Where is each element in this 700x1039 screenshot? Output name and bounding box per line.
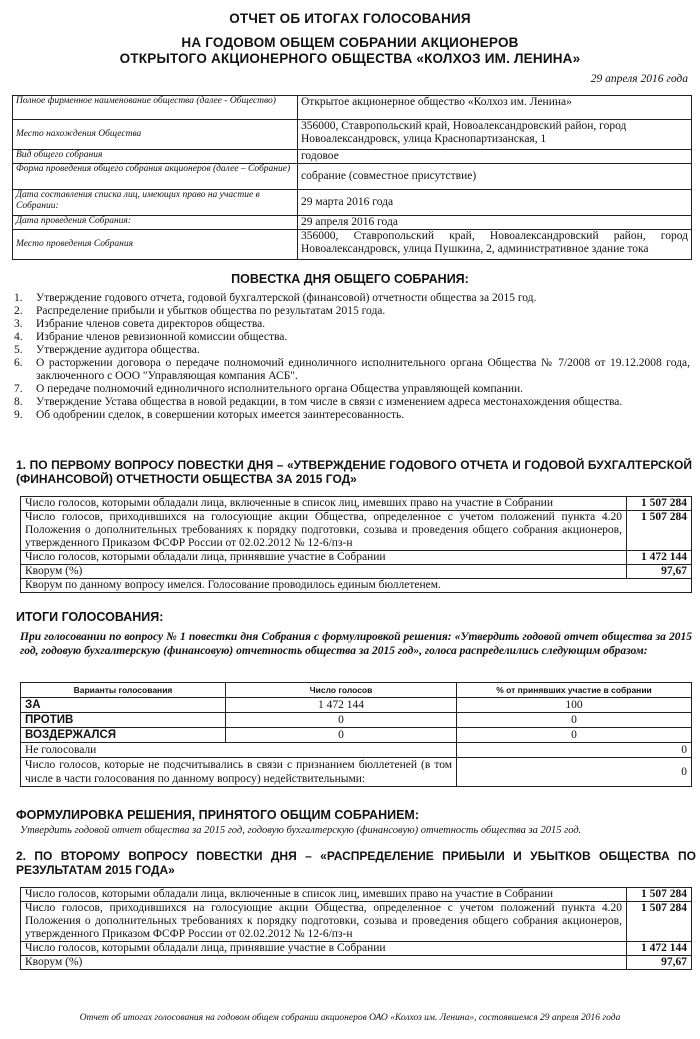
info-key: Место проведения Собрания <box>13 230 298 260</box>
invalid-label: Число голосов, которые не подсчитывались в связи с признанием бюллетеней (в том числе в части голосования по данному вопросу) недействительными: <box>21 758 457 787</box>
agenda-item-number: 2. <box>14 305 23 317</box>
stats-row <box>21 902 692 942</box>
decision-text: Утвердить годовой отчет общества за 2015 год, годовую бухгалтерскую (финансовую) отчетность общества за 2015 год. <box>20 825 582 836</box>
quorum-note: Кворум по данному вопросу имелся. Голосование проводилось единым бюллетенем. <box>21 579 692 593</box>
agenda-item-text: О расторжении договора о передаче полномочий единоличного исполнительного органа Общества № 7/2008 от 19.12.2008 года, заключенного с ООО "Управляющая компания АСБ". <box>36 357 690 382</box>
info-row <box>13 230 692 260</box>
votes-row <box>21 698 692 713</box>
agenda-item-text: Избрание членов совета директоров общества. <box>36 318 266 330</box>
agenda-item-text: Утверждение годового отчета, годовой бухгалтерской (финансовой) отчетности общества за 2015 год. <box>36 292 537 304</box>
agenda-item <box>14 396 690 409</box>
stats-label: Кворум (%) <box>21 956 627 970</box>
info-key: Дата проведения Собрания: <box>13 216 298 230</box>
vote-option: ПРОТИВ <box>21 713 226 728</box>
agenda-item <box>14 383 690 396</box>
col-percent-header: % от принявших участие в собрании <box>457 683 692 698</box>
info-row <box>13 164 692 190</box>
stats-value: 1 507 284 <box>627 888 692 902</box>
agenda-list <box>14 292 690 422</box>
info-value: 356000, Ставропольский край, Новоалександровский район, город Новоалександровск, улица Краснопартизанская, 1 <box>298 120 692 150</box>
info-row <box>13 190 692 216</box>
agenda-item-text: О передаче полномочий единоличного исполнительного органа Общества управляющей компании. <box>36 383 524 395</box>
stats-row <box>21 942 692 956</box>
voting-results-table <box>20 682 692 787</box>
vote-option: ВОЗДЕРЖАЛСЯ <box>21 728 226 743</box>
stats-label: Число голосов, которыми обладали лица, принявшие участие в Собрании <box>21 942 627 956</box>
agenda-item <box>14 409 690 422</box>
info-key: Полное фирменное наименование общества (далее - Общество) <box>13 96 298 120</box>
report-title: ОТЧЕТ ОБ ИТОГАХ ГОЛОСОВАНИЯ <box>229 11 471 26</box>
agenda-item-text: Утверждение Устава общества в новой редакции, в том числе в связи с изменением адреса местонахождения общества. <box>36 396 623 408</box>
not-voted-value: 0 <box>457 743 692 758</box>
agenda-item-number: 9. <box>14 409 23 421</box>
results-heading: ИТОГИ ГОЛОСОВАНИЯ: <box>16 610 164 624</box>
stats-value: 1 507 284 <box>627 511 692 551</box>
stats-label: Число голосов, которыми обладали лица, включенные в список лиц, имевших право на участие в Собрании <box>21 888 627 902</box>
votes-row <box>21 728 692 743</box>
meeting-info-table <box>12 95 692 260</box>
info-row <box>13 96 692 120</box>
agenda-item <box>14 331 690 344</box>
results-intro-text: При голосовании по вопросу № 1 повестки дня Собрания с формулировкой решения: «Утвердить годовой отчет общества за 2015 год, годовую бухгалтерскую (финансовую) отчетность общества за 2015 год», голоса распределились следующим образом: <box>20 631 692 657</box>
report-date: 29 апреля 2016 года <box>590 73 688 85</box>
stats-row <box>21 551 692 565</box>
stats-label: Число голосов, приходившихся на голосующие акции Общества, определенное с учетом положений пункта 4.20 Положения о дополнительных требованиях к порядку подготовки, созыва и проведения общего собрания акционеров, утвержденного Приказом ФСФР России от 02.02.2012 № 12-6/пз-н <box>21 511 627 551</box>
votes-row <box>21 713 692 728</box>
vote-option: ЗА <box>21 698 226 713</box>
info-value: 356000, Ставропольский край, Новоалександровский район, город Новоалександровск, улица Пушкина, 2, административное здание тока <box>298 230 692 260</box>
stats-value: 1 472 144 <box>627 942 692 956</box>
info-value: 29 апреля 2016 года <box>298 216 692 230</box>
agenda-item-number: 1. <box>14 292 23 304</box>
agenda-item <box>14 357 690 383</box>
stats-label: Число голосов, которыми обладали лица, принявшие участие в Собрании <box>21 551 627 565</box>
agenda-item <box>14 305 690 318</box>
stats-row <box>21 497 692 511</box>
invalid-value: 0 <box>457 758 692 787</box>
agenda-item-number: 3. <box>14 318 23 330</box>
info-row <box>13 150 692 164</box>
agenda-item-number: 7. <box>14 383 23 395</box>
info-value: 29 марта 2016 года <box>298 190 692 216</box>
stats-value: 1 507 284 <box>627 902 692 942</box>
col-votes-header: Число голосов <box>226 683 457 698</box>
agenda-item-text: Об одобрении сделок, в совершении которых имеется заинтересованность. <box>36 409 405 421</box>
agenda-item <box>14 344 690 357</box>
vote-percent: 0 <box>457 728 692 743</box>
agenda-item-number: 6. <box>14 357 23 369</box>
stats-label: Кворум (%) <box>21 565 627 579</box>
decision-heading: ФОРМУЛИРОВКА РЕШЕНИЯ, ПРИНЯТОГО ОБЩИМ СОБРАНИЕМ: <box>16 808 420 822</box>
stats-row <box>21 565 692 579</box>
invalid-row <box>21 758 692 787</box>
col-option-header: Варианты голосования <box>21 683 226 698</box>
agenda-item <box>14 292 690 305</box>
info-key: Дата составления списка лиц, имеющих право на участие в Собрании: <box>13 190 298 216</box>
stats-row <box>21 956 692 970</box>
page-footer: Отчет об итогах голосования на годовом общем собрании акционеров ОАО «Колхоз им. Ленина», состоявшемся 29 апреля 2016 года <box>79 1013 621 1023</box>
info-key: Форма проведения общего собрания акционеров (далее – Собрание) <box>13 164 298 190</box>
info-row <box>13 120 692 150</box>
agenda-item-text: Распределение прибыли и убытков общества по результатам 2015 года. <box>36 305 386 317</box>
agenda-item-number: 8. <box>14 396 23 408</box>
vote-percent: 0 <box>457 713 692 728</box>
agenda-item-number: 4. <box>14 331 23 343</box>
report-subtitle: НА ГОДОВОМ ОБЩЕМ СОБРАНИИ АКЦИОНЕРОВ <box>181 35 519 50</box>
info-key: Место нахождения Общества <box>13 120 298 150</box>
stats-value: 1 472 144 <box>627 551 692 565</box>
vote-count: 0 <box>226 713 457 728</box>
question-1-stats-table <box>20 496 692 593</box>
votes-header-row <box>21 683 692 698</box>
vote-count: 1 472 144 <box>226 698 457 713</box>
not-voted-label: Не голосовали <box>21 743 457 758</box>
info-value: годовое <box>298 150 692 164</box>
vote-count: 0 <box>226 728 457 743</box>
stats-value: 97,67 <box>627 565 692 579</box>
info-row <box>13 216 692 230</box>
stats-value: 1 507 284 <box>627 497 692 511</box>
info-value: собрание (совместное присутствие) <box>298 164 692 190</box>
info-key: Вид общего собрания <box>13 150 298 164</box>
stats-label: Число голосов, которыми обладали лица, включенные в список лиц, имевших право на участие в Собрании <box>21 497 627 511</box>
question-2-stats-table <box>20 887 692 970</box>
agenda-item-text: Утверждение аудитора общества. <box>36 344 200 356</box>
info-value: Открытое акционерное общество «Колхоз им. Ленина» <box>298 96 692 120</box>
agenda-heading: ПОВЕСТКА ДНЯ ОБЩЕГО СОБРАНИЯ: <box>231 272 469 286</box>
stats-label: Число голосов, приходившихся на голосующие акции Общества, определенное с учетом положений пункта 4.20 Положения о дополнительных требованиях к порядку подготовки, созыва и проведения общего собрания акционеров, утвержденного Приказом ФСФР России от 02.02.2012 № 12-6/пз-н <box>21 902 627 942</box>
stats-row <box>21 511 692 551</box>
stats-value: 97,67 <box>627 956 692 970</box>
question-1-heading: 1. ПО ПЕРВОМУ ВОПРОСУ ПОВЕСТКИ ДНЯ – «УТВЕРЖДЕНИЕ ГОДОВОГО ОТЧЕТА И ГОДОВОЙ БУХГАЛТЕРСКОЙ (ФИНАНСОВОЙ) ОТЧЕТНОСТИ ОБЩЕСТВА ЗА 2015 ГОД» <box>16 458 692 486</box>
not-voted-row <box>21 743 692 758</box>
stats-row <box>21 579 692 593</box>
agenda-item-text: Избрание членов ревизионной комиссии общества. <box>36 331 288 343</box>
stats-row <box>21 888 692 902</box>
agenda-item <box>14 318 690 331</box>
vote-percent: 100 <box>457 698 692 713</box>
company-title: ОТКРЫТОГО АКЦИОНЕРНОГО ОБЩЕСТВА «КОЛХОЗ ИМ. ЛЕНИНА» <box>119 51 581 66</box>
question-2-heading: 2. ПО ВТОРОМУ ВОПРОСУ ПОВЕСТКИ ДНЯ – «РАСПРЕДЕЛЕНИЕ ПРИБЫЛИ И УБЫТКОВ ОБЩЕСТВА ПО РЕЗУЛЬТАТАМ 2015 ГОДА» <box>16 849 696 877</box>
agenda-item-number: 5. <box>14 344 23 356</box>
